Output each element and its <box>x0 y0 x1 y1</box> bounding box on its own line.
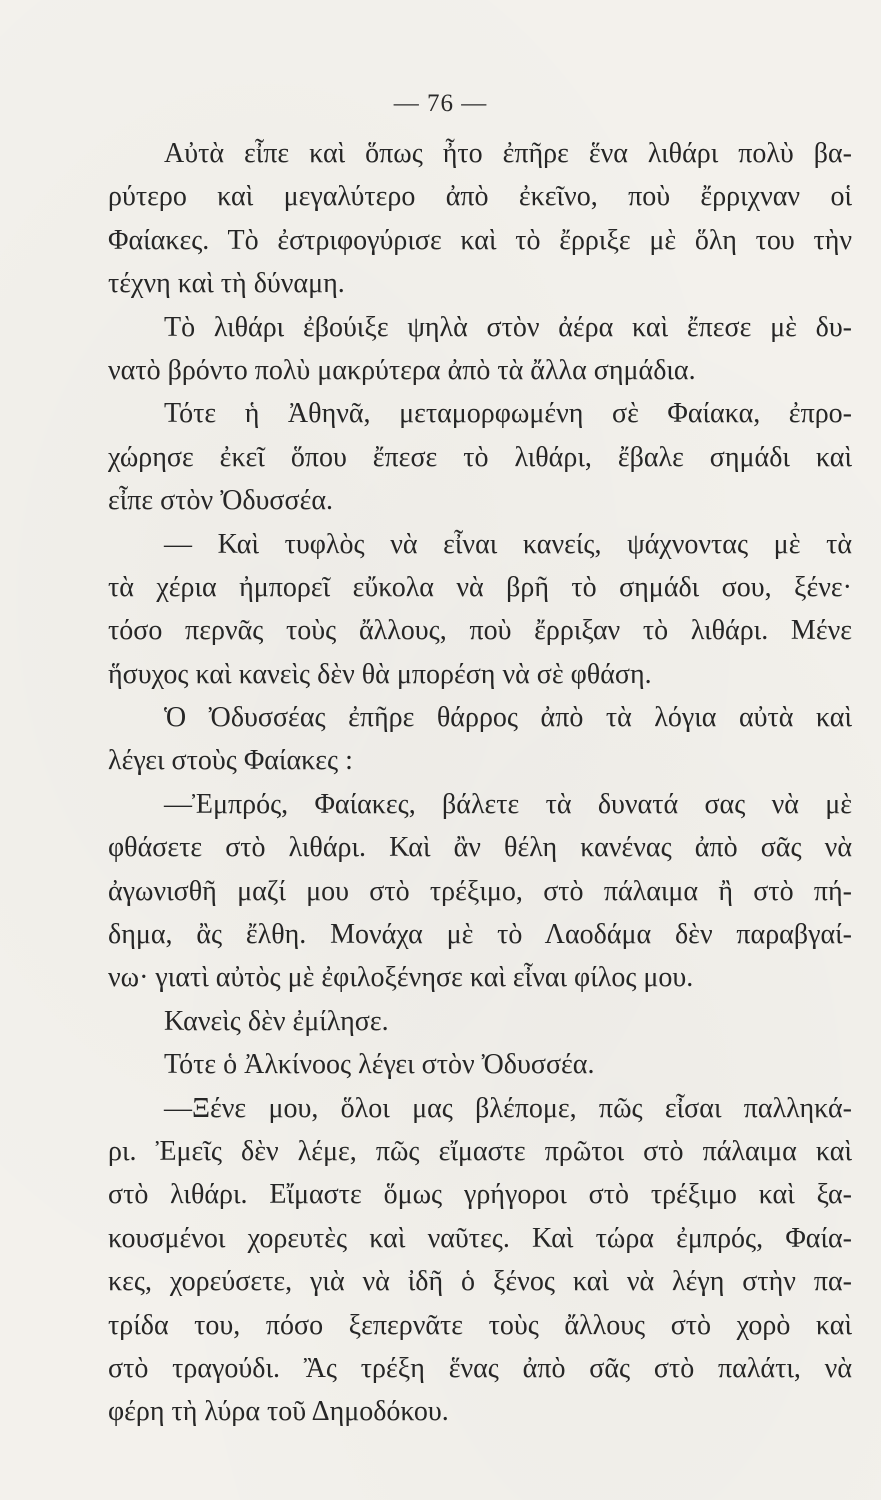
paragraph <box>108 392 852 522</box>
text-line: Κανεὶς δὲν ἐμίλησε. <box>164 1005 389 1037</box>
text-line: φθάσετε στὸ λιθάρι. Καὶ ἂν θέλη κανένας ἀπὸ σᾶς νὰ <box>108 832 852 864</box>
text-line: Ὁ Ὀδυσσέας ἐπῆρε θάρρος ἀπὸ τὰ λόγια αὐτὰ καὶ <box>164 702 852 734</box>
text-line: ρύτερο καὶ μεγαλύτερο ἀπὸ ἐκεῖνο, ποὺ ἔρριχναν οἱ <box>108 181 852 213</box>
paragraph <box>108 783 852 1000</box>
text-line: —Ἐμπρός, Φαίακες, βάλετε τὰ δυνατά σας νὰ μὲ <box>164 788 852 820</box>
paragraph <box>108 132 852 306</box>
text-line: Τότε ἡ Ἀθηνᾶ, μεταμορφωμένη σὲ Φαίακα, ἐπρο- <box>164 398 852 430</box>
paragraph <box>108 1087 852 1434</box>
text-line: στὸ τραγούδι. Ἂς τρέξη ἕνας ἀπὸ σᾶς στὸ παλάτι, νὰ <box>108 1352 852 1384</box>
paragraph <box>108 696 852 783</box>
text-line: κουσμένοι χορευτὲς καὶ ναῦτες. Καὶ τώρα ἐμπρός, Φαία- <box>108 1222 852 1254</box>
text-line: Αὐτὰ εἶπε καὶ ὅπως ἦτο ἐπῆρε ἕνα λιθάρι πολὺ βα- <box>164 138 852 169</box>
text-line: ρι. Ἐμεῖς δὲν λέμε, πῶς εἴμαστε πρῶτοι στὸ πάλαιμα καὶ <box>108 1135 852 1167</box>
text-line: τὰ χέρια ἠμπορεῖ εὔκολα νὰ βρῆ τὸ σημάδι σου, ξένε· <box>108 571 852 603</box>
page-number: — 76 — <box>393 90 488 117</box>
text-line: Φαίακες. Τὸ ἐστριφογύρισε καὶ τὸ ἔρριξε μὲ ὅλη του τὴν <box>108 224 852 256</box>
text-line: στὸ λιθάρι. Εἴμαστε ὅμως γρήγοροι στὸ τρέξιμο καὶ ξα- <box>108 1179 852 1211</box>
paragraph <box>108 1043 852 1086</box>
text-line: κες, χορεύσετε, γιὰ νὰ ἰδῆ ὁ ξένος καὶ νὰ λέγη στὴν πα- <box>108 1266 852 1298</box>
text-line: λέγει στοὺς Φαίακες : <box>108 745 353 777</box>
text-line: — Καὶ τυφλὸς νὰ εἶναι κανείς, ψάχνοντας μὲ τὰ <box>164 528 852 560</box>
text-line: χώρησε ἐκεῖ ὅπου ἔπεσε τὸ λιθάρι, ἔβαλε σημάδι καὶ <box>108 441 852 473</box>
text-line: νω· γιατὶ αὐτὸς μὲ ἐφιλοξένησε καὶ εἶναι φίλος μου. <box>108 962 694 994</box>
paragraph <box>108 1000 852 1043</box>
text-line: ἥσυχος καὶ κανεὶς δὲν θὰ μπορέση νὰ σὲ φθάση. <box>108 658 652 690</box>
text-line: νατὸ βρόντο πολὺ μακρύτερα ἀπὸ τὰ ἄλλα σημάδια. <box>108 354 696 386</box>
text-line: δημα, ἂς ἔλθη. Μονάχα μὲ τὸ Λαοδάμα δὲν παραβγαί- <box>108 919 852 951</box>
text-line: —Ξένε μου, ὅλοι μας βλέπομε, πῶς εἶσαι παλληκά- <box>164 1092 852 1124</box>
text-line: Τὸ λιθάρι ἐβούιξε ψηλὰ στὸν ἀέρα καὶ ἔπεσε μὲ δυ- <box>164 311 852 343</box>
text-line: τέχνη καὶ τὴ δύναμη. <box>108 268 345 300</box>
text-line: εἶπε στὸν Ὀδυσσέα. <box>108 485 334 517</box>
text-line: τόσο περνᾶς τοὺς ἄλλους, ποὺ ἔρριξαν τὸ λιθάρι. Μένε <box>108 615 852 647</box>
text-line: τρίδα του, πόσο ξεπερνᾶτε τοὺς ἄλλους στὸ χορὸ καὶ <box>108 1309 852 1341</box>
text-line: Τότε ὁ Ἀλκίνοος λέγει στὸν Ὀδυσσέα. <box>164 1049 595 1081</box>
paragraph <box>108 306 852 393</box>
paragraph <box>108 523 852 697</box>
text-line: φέρη τὴ λύρα τοῦ Δημοδόκου. <box>108 1396 449 1428</box>
text-line: ἀγωνισθῆ μαζί μου στὸ τρέξιμο, στὸ πάλαιμα ἢ στὸ πή- <box>108 875 852 907</box>
body-text <box>108 132 852 1434</box>
